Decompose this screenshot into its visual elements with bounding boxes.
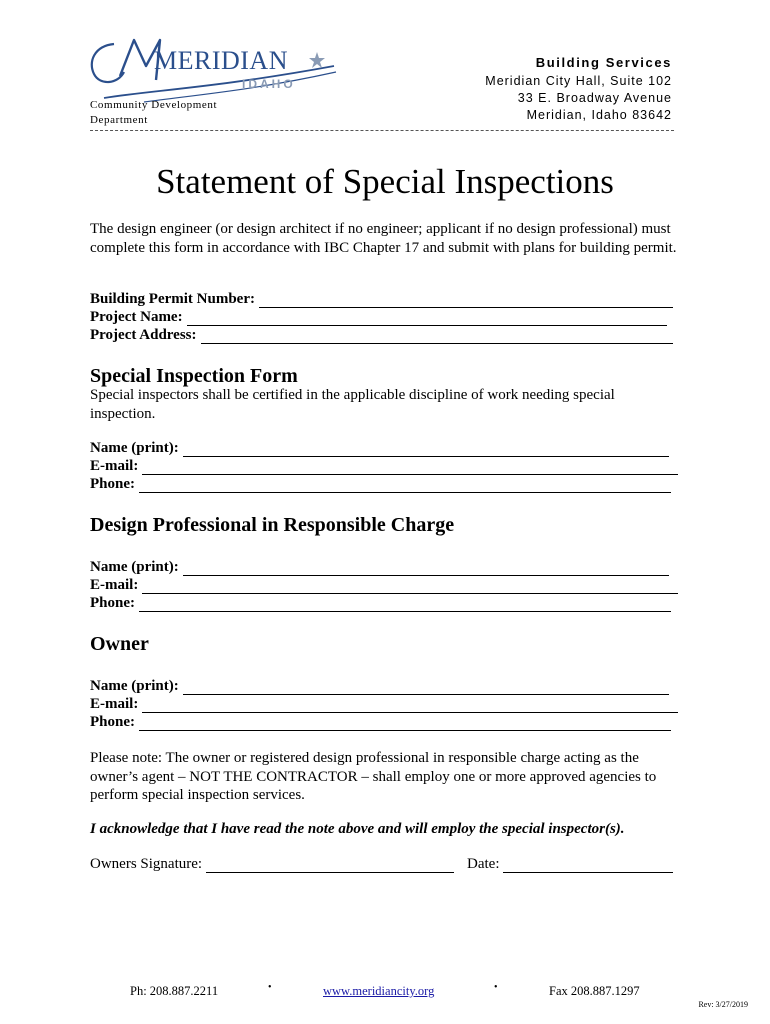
dept-line-1: Community Development [90,99,218,111]
inspector-email-input[interactable] [142,460,678,475]
owner-email-input[interactable] [142,698,678,713]
intro-paragraph: The design engineer (or design architect if no engineer; applicant if no design professional) must complete this form in accordance with IBC Chapter 17 and submit with plans for building permit. [90,221,677,256]
date-field[interactable] [467,855,673,873]
dp-name-field[interactable] [90,558,669,576]
owner-phone-field[interactable] [90,713,671,731]
inspector-phone-input[interactable] [139,478,671,493]
footer-separator-2: • [494,982,498,993]
revision-date: Rev: 3/27/2019 [698,1000,748,1009]
permit-number-input[interactable] [259,293,673,308]
address-line-3: Meridian, Idaho 83642 [526,108,672,122]
project-address-field[interactable] [90,326,673,344]
owner-email-label: E-mail: [90,696,139,712]
owner-heading: Owner [90,633,149,655]
footer-phone: Ph: 208.887.2211 [130,984,219,998]
acknowledgement-statement: I acknowledge that I have read the note above and will employ the special inspector(s). [90,821,625,837]
owner-agent-note: Please note: The owner or registered design professional in responsible charge acting as the owner’s agent – NOT THE CONTRACTOR – shall employ one or more approved agencies to perform special inspection services. [90,750,657,803]
project-name-field[interactable] [90,308,667,326]
page-title: Statement of Special Inspections [156,162,614,201]
footer-fax: Fax 208.887.1297 [549,984,640,998]
dp-name-input[interactable] [183,561,669,576]
owner-name-label: Name (print): [90,678,179,694]
dp-email-label: E-mail: [90,577,139,593]
logo-wordmark: MERIDIAN [154,46,288,75]
special-inspection-desc: Special inspectors shall be certified in the applicable discipline of work needing special inspection. [90,387,615,422]
inspector-name-input[interactable] [183,442,669,457]
dp-phone-label: Phone: [90,595,135,611]
dp-email-input[interactable] [142,579,678,594]
dp-phone-field[interactable] [90,594,671,612]
owner-phone-input[interactable] [139,716,671,731]
footer-website-link[interactable]: www.meridiancity.org [323,984,435,998]
office-title: Building Services [535,55,672,70]
owner-name-input[interactable] [183,680,669,695]
inspector-phone-field[interactable] [90,475,671,493]
inspector-email-label: E-mail: [90,458,139,474]
inspector-phone-label: Phone: [90,476,135,492]
special-inspection-heading: Special Inspection Form [90,365,298,387]
owner-signature-label: Owners Signature: [90,856,203,872]
design-professional-heading: Design Professional in Responsible Charge [90,514,455,536]
header-divider [90,130,674,131]
project-address-input[interactable] [201,329,673,344]
project-address-label: Project Address: [90,327,197,343]
inspector-name-field[interactable] [90,439,669,457]
owner-email-field[interactable] [90,695,678,713]
office-address-block [485,54,672,124]
dp-email-field[interactable] [90,576,678,594]
department-label [90,98,217,128]
owner-signature-field[interactable] [90,855,454,873]
inspector-name-label: Name (print): [90,440,179,456]
dp-phone-input[interactable] [139,597,671,612]
address-line-1: Meridian City Hall, Suite 102 [485,74,672,88]
address-line-2: 33 E. Broadway Avenue [517,91,672,105]
footer-separator-1: • [268,982,272,993]
meridian-logo [84,32,344,104]
owner-signature-input[interactable] [206,858,454,873]
inspector-email-field[interactable] [90,457,678,475]
date-label: Date: [467,856,500,872]
dp-name-label: Name (print): [90,559,179,575]
dept-line-2: Department [90,114,148,126]
owner-name-field[interactable] [90,677,669,695]
date-input[interactable] [503,858,673,873]
permit-number-field[interactable] [90,290,673,308]
project-name-input[interactable] [187,311,667,326]
owner-phone-label: Phone: [90,714,135,730]
permit-number-label: Building Permit Number: [90,291,255,307]
project-name-label: Project Name: [90,309,183,325]
logo-state: IDAHO [242,77,296,91]
